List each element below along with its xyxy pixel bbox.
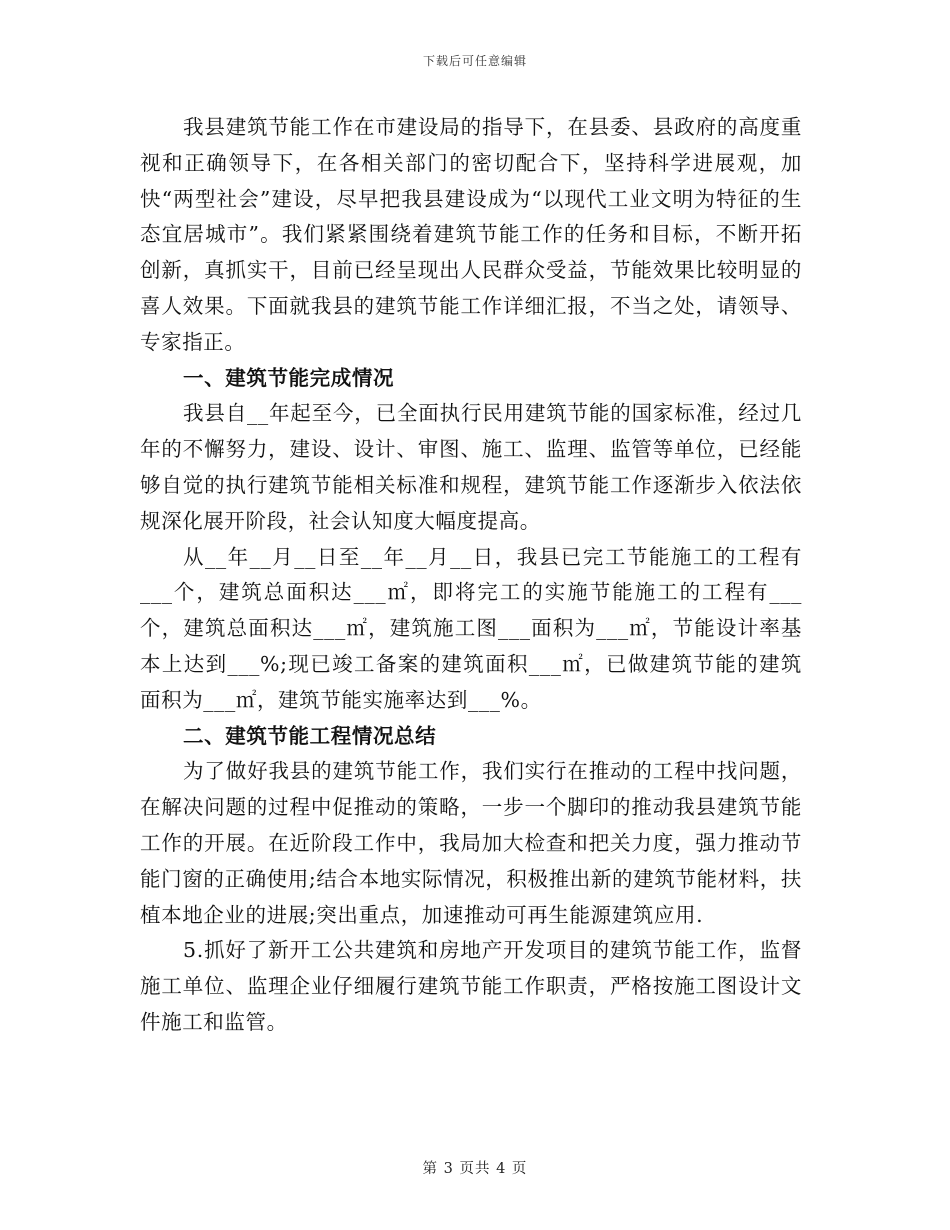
section-1-paragraph-1: 我县自__年起至今，已全面执行民用建筑节能的国家标准，经过几年的不懈努力，建设、设计、审图、施工、监理、监管等单位，已经能够自觉的执行建筑节能相关标准和规程，建筑节能工作逐渐步入依法依规深化展开阶段，社会认知度大幅度提高。: [140, 401, 802, 533]
section-heading-2: 二、建筑节能工程情况总结: [183, 723, 437, 748]
intro-paragraph: 我县建筑节能工作在市建设局的指导下，在县委、县政府的高度重视和正确领导下，在各相关部门的密切配合下，坚持科学进展观，加快“两型社会”建设，尽早把我县建设成为“以现代工业文明为特征的生态宜居城市”。我们紧紧围绕着建筑节能工作的任务和目标，不断开拓创新，真抓实干，目前已经呈现出人民群众受益，节能效果比较明显的喜人效果。下面就我县的建筑节能工作详细汇报，不当之处，请领导、专家指正。: [140, 115, 802, 354]
document-body: [140, 110, 802, 1041]
section-2-paragraph-2: 5.抓好了新开工公共建筑和房地产开发项目的建筑节能工作，监督施工单位、监理企业仔细履行建筑节能工作职责，严格按施工图设计文件施工和监管。: [140, 938, 802, 1034]
section-2-paragraph-1: 为了做好我县的建筑节能工作，我们实行在推动的工程中找问题，在解决问题的过程中促推动的策略，一步一个脚印的推动我县建筑节能工作的开展。在近阶段工作中，我局加大检查和把关力度，强力推动节能门窗的正确使用;结合本地实际情况，积极推出新的建筑节能材料，扶植本地企业的进展;突出重点，加速推动可再生能源建筑应用.: [140, 759, 802, 927]
page-number-footer: 第 3 页共 4 页: [422, 1161, 528, 1177]
section-heading-1: 一、建筑节能完成情况: [183, 365, 395, 390]
header-note: 下载后可任意编辑: [422, 54, 527, 68]
section-1-paragraph-2: 从__年__月__日至__年__月__日，我县已完工节能施工的工程有___个，建筑总面积达___㎡，即将完工的实施节能施工的工程有___个，建筑总面积达___㎡，建筑施工图___面积为___㎡，节能设计率基本上达到___%;现已竣工备案的建筑面积___㎡，已做建筑节能的建筑面积为___㎡，建筑节能实施率达到___%。: [140, 544, 802, 712]
